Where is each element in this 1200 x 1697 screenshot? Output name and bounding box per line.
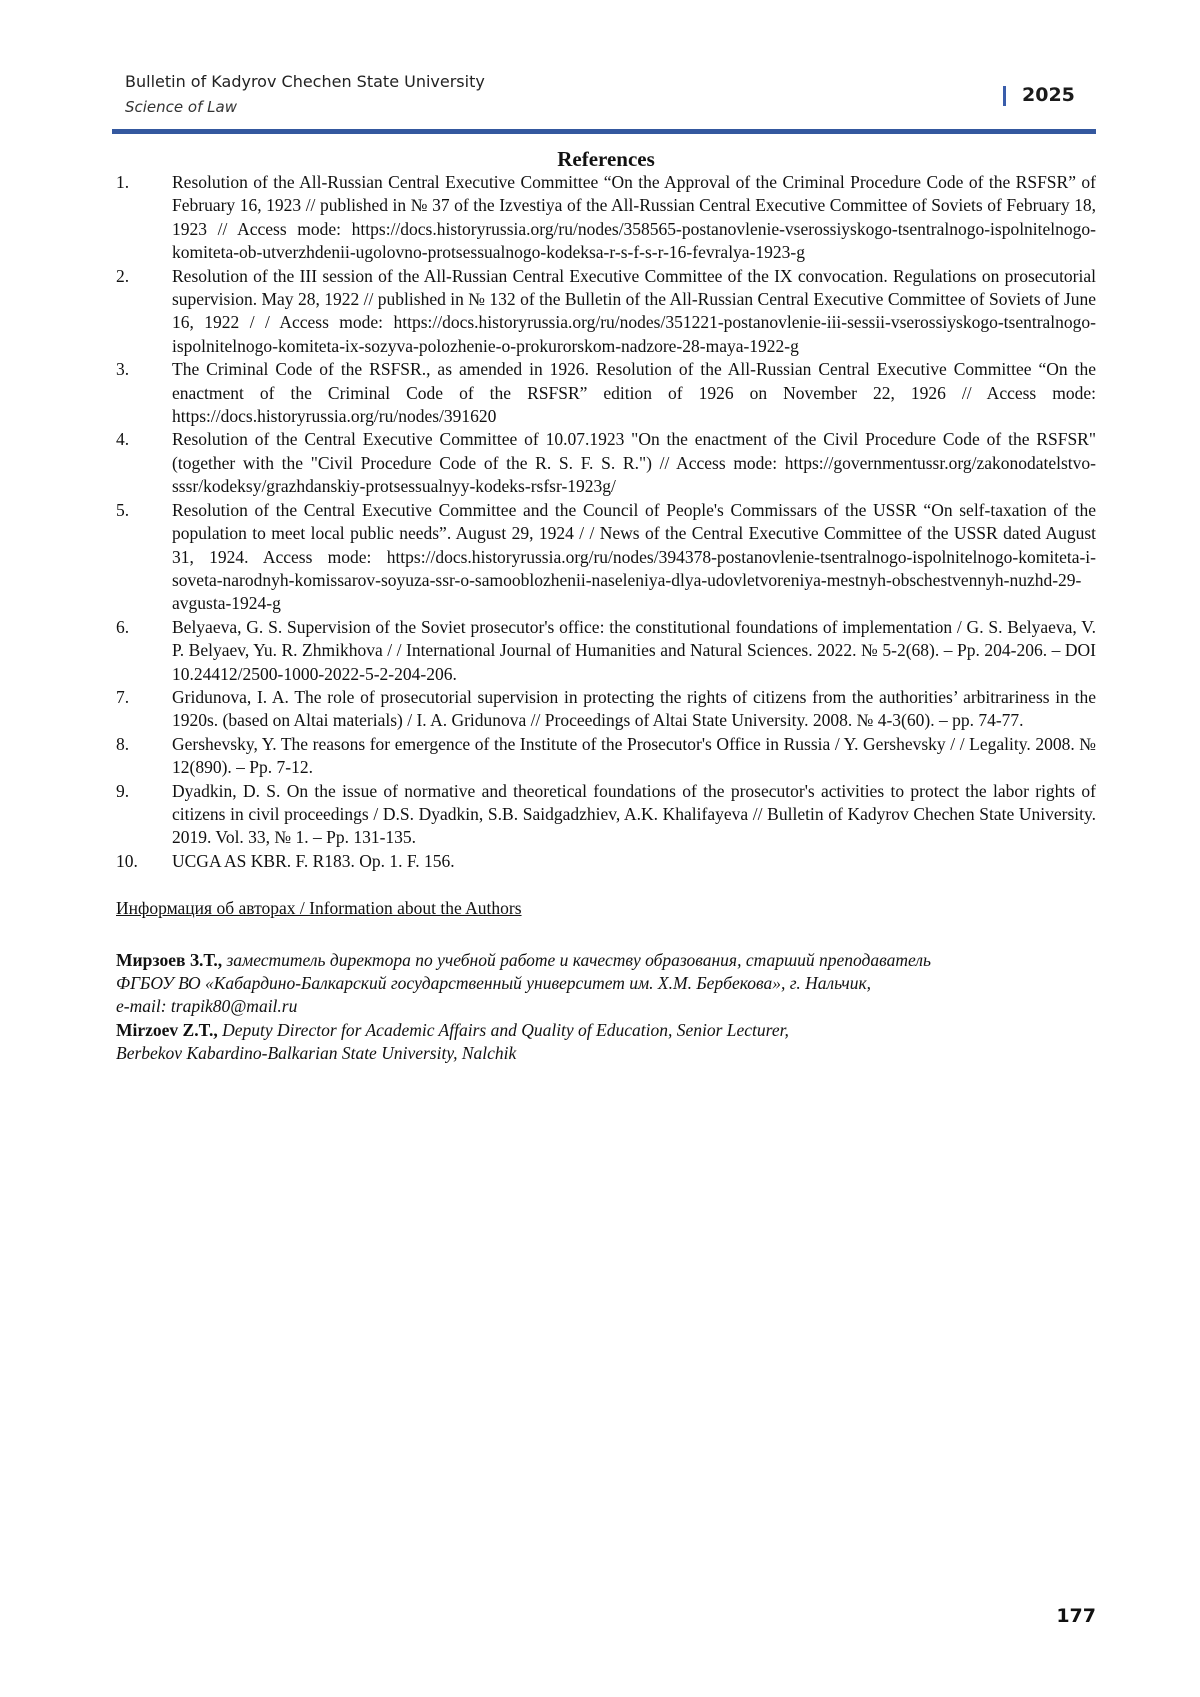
reference-item [116, 428, 1096, 498]
reference-item [116, 780, 1096, 850]
author-affiliation-en: Berbekov Kabardino-Balkarian State University, Nalchik [116, 1042, 1096, 1065]
reference-item [116, 686, 1096, 733]
references-list [116, 171, 1096, 873]
author-en-line [116, 1019, 1096, 1042]
reference-text: Resolution of the III session of the All-Russian Central Executive Committee of the IX convocation. Regulations on prosecutorial supervision. May 28, 1922 // published in № 132 of the Bulletin of the All-Russian Central Executive Committee of Soviets of June 16, 1922 / / Access mode: https://docs.historyrussia.org/ru/nodes/351221-postanovlenie-iii-sessii-vserossiyskogo-tsentralnogo-ispolnitelnogo-komiteta-ix-sozyva-polozhenie-o-prokurorskom-nadzore-28-maya-1922-g [172, 266, 1096, 356]
reference-number: 5. [116, 499, 129, 522]
year-divider [1003, 86, 1006, 106]
authors-heading: Информация об авторах / Information about the Authors [116, 897, 1096, 920]
journal-title: Bulletin of Kadyrov Chechen State University [125, 72, 485, 91]
reference-item [116, 733, 1096, 780]
reference-item [116, 265, 1096, 359]
references-title: References [116, 145, 1096, 173]
reference-item [116, 358, 1096, 428]
reference-text: Resolution of the All-Russian Central Executive Committee “On the Approval of the Criminal Procedure Code of the RSFSR” of February 16, 1923 // published in № 37 of the Izvestiya of the All-Russian Central Executive Committee of Soviets of February 18, 1923 // Access mode: https://docs.historyrussia.org/ru/nodes/358565-postanovlenie-vserossiyskogo-tsentralnogo-ispolnitelnogo-komiteta-ob-utverzhdenii-ugolovno-protsessualnogo-kodeksa-r-s-f-s-r-16-fevralya-1923-g [172, 172, 1096, 262]
reference-number: 9. [116, 780, 129, 803]
author-name-en: Mirzoev Z.T., [116, 1020, 218, 1040]
reference-number: 3. [116, 358, 129, 381]
page-number: 177 [1030, 1605, 1096, 1627]
page-header [112, 72, 1096, 130]
author-email: e-mail: trapik80@mail.ru [116, 995, 1096, 1018]
author-info-block [116, 949, 1096, 1066]
reference-number: 7. [116, 686, 129, 709]
reference-text: Belyaeva, G. S. Supervision of the Soviet prosecutor's office: the constitutional foundations of implementation / G. S. Belyaeva, V. P. Belyaev, Yu. R. Zhmikhova / / International Journal of Humanities and Natural Sciences. 2022. № 5-2(68). – Pp. 204-206. – DOI 10.24412/2500-1000-2022-5-2-204-206. [172, 617, 1096, 684]
authors-section [116, 897, 1096, 1065]
reference-text: Dyadkin, D. S. On the issue of normative and theoretical foundations of the prosecutor's activities to protect the labor rights of citizens in civil proceedings / D.S. Dyadkin, S.B. Saidgadzhiev, A.K. Khalifayeva // Bulletin of Kadyrov Chechen State University. 2019. Vol. 33, № 1. – Pp. 131-135. [172, 781, 1096, 848]
reference-number: 4. [116, 428, 129, 451]
author-position-en: Deputy Director for Academic Affairs and Quality of Education, Senior Lecturer, [222, 1020, 789, 1040]
reference-item [116, 499, 1096, 616]
reference-number: 8. [116, 733, 129, 756]
reference-text: Resolution of the Central Executive Committee and the Council of People's Commissars of the USSR “On self-taxation of the population to meet local public needs”. August 29, 1924 / / News of the Central Executive Committee of the USSR dated August 31, 1924. Access mode: https://docs.historyrussia.org/ru/nodes/394378-postanovlenie-tsentralnogo-ispolnitelnogo-komiteta-i-soveta-narodnyh-komissarov-soyuza-ssr-o-samooblozhenii-naseleniya-dlya-udovletvoreniya-mestnyh-obschestvennyh-nuzhd-29-avgusta-1924-g [172, 500, 1096, 614]
reference-text: UCGA AS KBR. F. R183. Op. 1. F. 156. [172, 851, 455, 871]
references-section [116, 145, 1096, 873]
author-affiliation-ru: ФГБОУ ВО «Кабардино-Балкарский государственный университет им. Х.М. Бербекова», г. Нальчик, [116, 972, 1096, 995]
author-ru-line [116, 949, 1096, 972]
author-position-ru: заместитель директора по учебной работе и качеству образования, старший преподаватель [226, 950, 930, 970]
reference-text: Gershevsky, Y. The reasons for emergence of the Institute of the Prosecutor's Office in Russia / Y. Gershevsky / / Legality. 2008. № 12(890). – Pp. 7-12. [172, 734, 1096, 777]
reference-number: 10. [116, 850, 138, 873]
issue-year: 2025 [1022, 84, 1075, 106]
reference-item [116, 171, 1096, 265]
reference-item [116, 850, 1096, 873]
reference-number: 2. [116, 265, 129, 288]
reference-text: Gridunova, I. A. The role of prosecutorial supervision in protecting the rights of citizens from the authorities’ arbitrariness in the 1920s. (based on Altai materials) / I. A. Gridunova // Proceedings of Altai State University. 2008. № 4-3(60). – pp. 74-77. [172, 687, 1096, 730]
author-name-ru: Мирзоев З.Т., [116, 950, 222, 970]
page-content [116, 145, 1096, 1066]
reference-text: Resolution of the Central Executive Committee of 10.07.1923 "On the enactment of the Civil Procedure Code of the RSFSR" (together with the "Civil Procedure Code of the R. S. F. S. R.") // Access mode: https://governmentussr.org/zakonodatelstvo-sssr/kodeksy/grazhdanskiy-protsessualnyy-kodeks-rsfsr-1923g/ [172, 429, 1096, 496]
journal-section: Science of Law [125, 98, 237, 116]
reference-item [116, 616, 1096, 686]
header-rule [112, 129, 1096, 134]
reference-text: The Criminal Code of the RSFSR., as amended in 1926. Resolution of the All-Russian Central Executive Committee “On the enactment of the Criminal Code of the RSFSR” edition of 1926 on November 22, 1926 // Access mode: https://docs.historyrussia.org/ru/nodes/391620 [172, 359, 1096, 426]
reference-number: 6. [116, 616, 129, 639]
reference-number: 1. [116, 171, 129, 194]
